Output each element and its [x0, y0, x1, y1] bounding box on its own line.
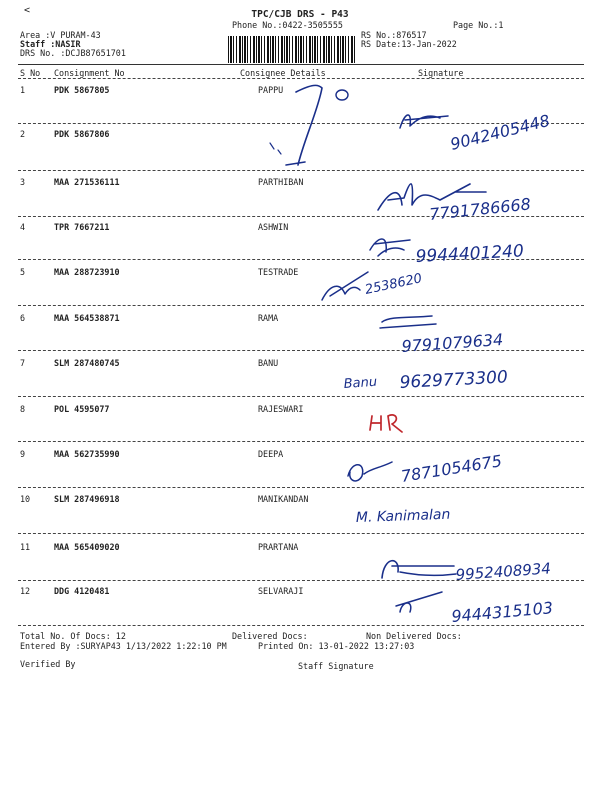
row-consignee: DEEPA	[258, 449, 284, 459]
rs-date: RS Date:13-Jan-2022	[361, 39, 457, 49]
phone-number: Phone No.:0422-3505555	[232, 20, 343, 30]
verified-by: Verified By	[20, 659, 76, 669]
row-consignment: DDG 4120481	[54, 586, 110, 596]
row-consignee: MANIKANDAN	[258, 494, 309, 504]
row-consignment: PDK 5867805	[54, 85, 110, 95]
row11-phone: 9952408934	[455, 559, 552, 584]
row-consignment: PDK 5867806	[54, 129, 110, 139]
row-consignment: MAA 564538871	[54, 313, 120, 323]
row5-signature	[322, 272, 368, 300]
row-consignee: TESTRADE	[258, 267, 299, 277]
page-number: Page No.:1	[453, 20, 504, 30]
rs-number: RS No.:876517	[361, 30, 427, 40]
header-rule-bottom	[18, 78, 584, 79]
row10-name: M. Kanimalan	[355, 506, 451, 526]
row-sno: 2	[20, 129, 26, 139]
row-consignment: POL 4595077	[54, 404, 110, 414]
row-consignee: RAJESWARI	[258, 404, 304, 414]
row12-signature	[396, 592, 442, 612]
row-divider	[18, 580, 584, 581]
row-consignment: MAA 288723910	[54, 267, 120, 277]
row-divider	[18, 123, 584, 124]
row6-signature	[380, 316, 436, 328]
col-consignee: Consignee Details	[240, 68, 326, 78]
row-sno: 7	[20, 358, 26, 368]
row-consignee: PAPPU	[258, 85, 284, 95]
row-sno: 3	[20, 177, 26, 187]
row1-ink-mark	[336, 90, 348, 100]
row7-name: Banu	[343, 374, 378, 392]
area-label: Area :V PURAM-43	[20, 30, 101, 40]
row-sno: 9	[20, 449, 26, 459]
non-delivered-docs: Non Delivered Docs:	[366, 631, 462, 641]
entered-by: Entered By :SURYAP43 1/13/2022 1:22:10 PM	[20, 641, 227, 651]
row-consignee: ASHWIN	[258, 222, 289, 232]
row-divider	[18, 625, 584, 626]
row-divider	[18, 441, 584, 442]
row-sno: 4	[20, 222, 26, 232]
row-sno: 6	[20, 313, 26, 323]
row2-signature	[400, 115, 448, 128]
row11-signature	[382, 561, 456, 578]
row7-phone: 9629773300	[399, 367, 509, 393]
row-consignee: BANU	[258, 358, 279, 368]
row12-phone: 9444315103	[450, 598, 554, 626]
row-sno: 1	[20, 85, 26, 95]
row-consignment: MAA 562735990	[54, 449, 120, 459]
row-consignee: PRARTANA	[258, 542, 299, 552]
row-divider	[18, 216, 584, 217]
row-divider	[18, 533, 584, 534]
row-consignment: SLM 287480745	[54, 358, 120, 368]
row-divider	[18, 170, 584, 171]
row-consignment: SLM 287496918	[54, 494, 120, 504]
row-sno: 12	[20, 586, 31, 596]
col-sno: S No	[20, 68, 41, 78]
col-consignment: Consignment No	[54, 68, 125, 78]
staff-signature-label: Staff Signature	[298, 661, 374, 671]
staff-label: Staff :NASIR	[20, 39, 81, 49]
row1-ink-mark	[296, 85, 322, 165]
drs-number: DRS No. :DCJB87651701	[20, 48, 126, 58]
printed-on: Printed On: 13-01-2022 13:27:03	[258, 641, 415, 651]
row-sno: 5	[20, 267, 26, 277]
document-title: TPC/CJB DRS - P43	[251, 9, 349, 20]
row-consignee: SELVARAJI	[258, 586, 304, 596]
row-consignment: MAA 271536111	[54, 177, 120, 187]
row-divider	[18, 305, 584, 306]
header-rule-top	[18, 64, 584, 65]
total-docs: Total No. Of Docs: 12	[20, 631, 126, 641]
row1-ink-mark	[286, 162, 305, 165]
row9-phone: 7871054675	[399, 451, 504, 486]
row-sno: 11	[20, 542, 31, 552]
col-signature: Signature	[418, 68, 464, 78]
row-divider	[18, 396, 584, 397]
row-consignment: TPR 7667211	[54, 222, 110, 232]
row2-phone: 9042405448	[448, 110, 552, 154]
row3-signature	[378, 184, 486, 210]
row3-phone: 7791786668	[428, 194, 532, 224]
row4-signature	[370, 239, 410, 256]
row-consignee: PARTHIBAN	[258, 177, 304, 187]
row6-phone: 9791079634	[400, 329, 504, 356]
row8-red-mark	[370, 415, 402, 432]
row-divider	[18, 350, 584, 351]
row2-ink-mark	[270, 143, 281, 154]
row-sno: 10	[20, 494, 31, 504]
row5-phone: 2538620	[363, 271, 424, 298]
barcode	[228, 36, 356, 63]
delivered-docs: Delivered Docs:	[232, 631, 308, 641]
row-sno: 8	[20, 404, 26, 414]
row-divider	[18, 487, 584, 488]
row-divider	[18, 259, 584, 260]
row-consignee: RAMA	[258, 313, 279, 323]
corner-mark: <	[24, 5, 31, 16]
row9-signature	[348, 462, 392, 481]
row4-phone: 9944401240	[415, 241, 525, 267]
row-consignment: MAA 565409020	[54, 542, 120, 552]
